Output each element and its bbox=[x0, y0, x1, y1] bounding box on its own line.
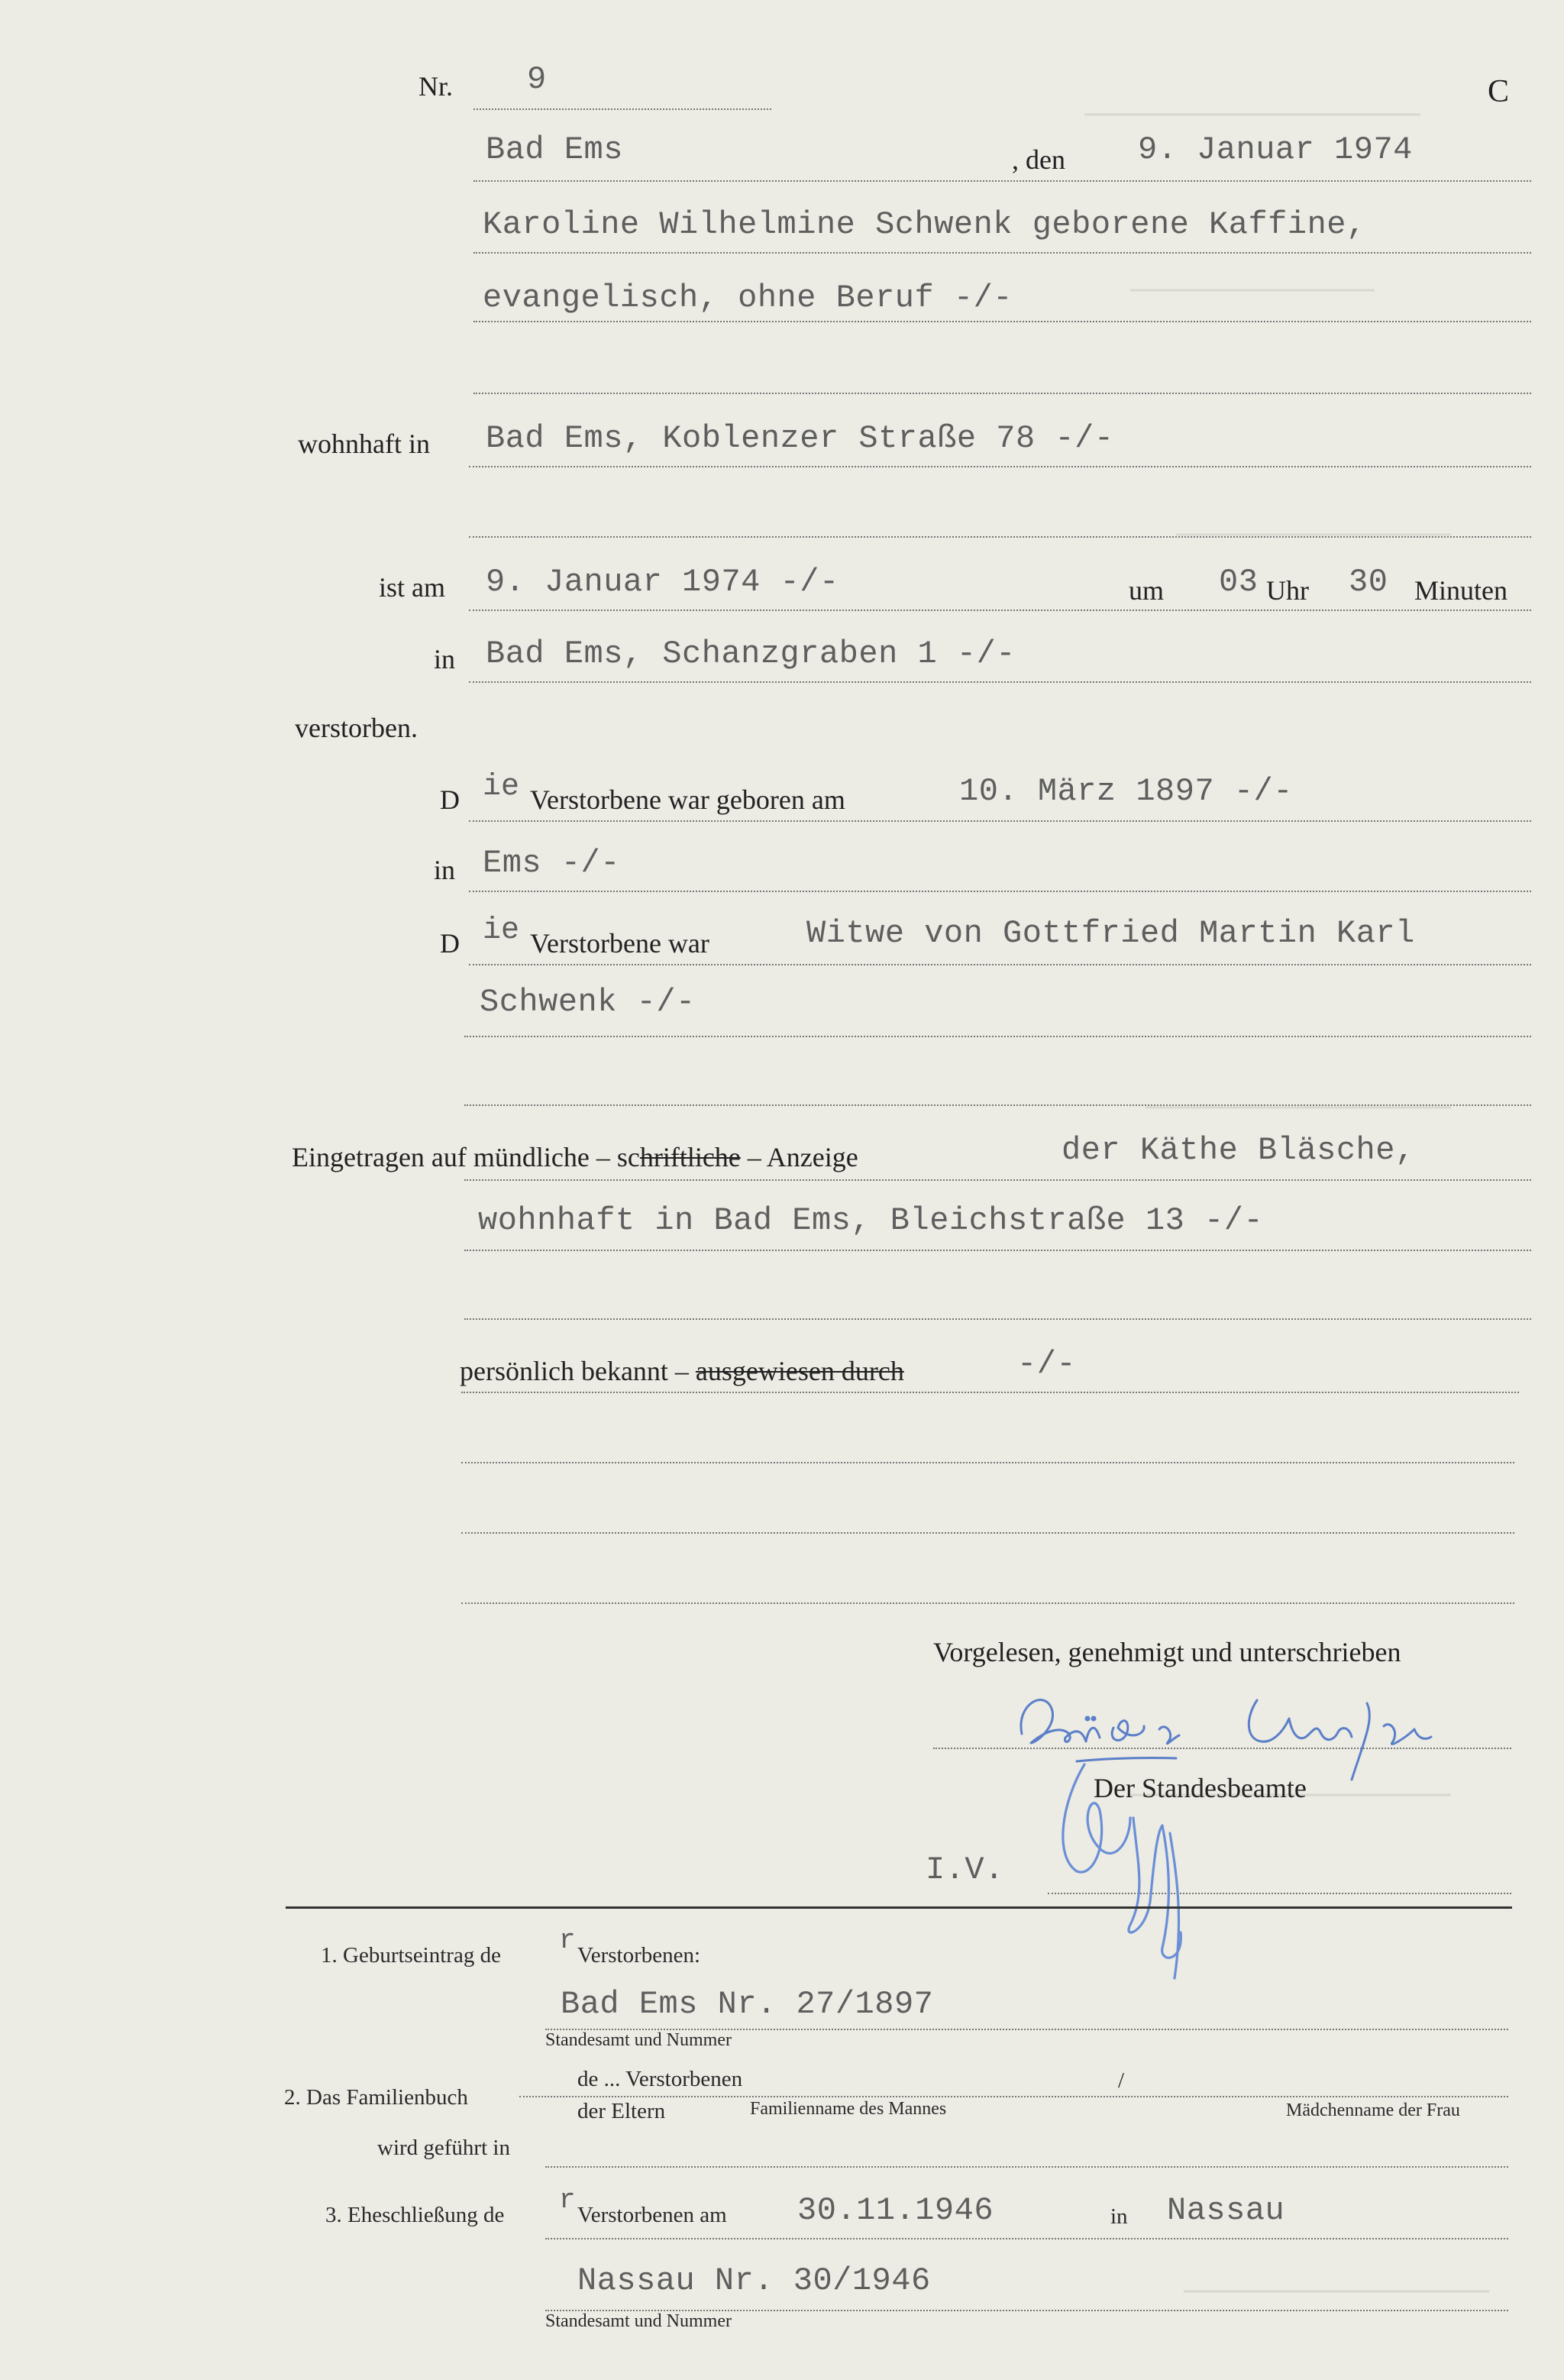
f2-line bbox=[519, 2096, 1508, 2097]
f2-opt2: der Eltern bbox=[577, 2099, 666, 2123]
den-label: , den bbox=[1012, 144, 1065, 175]
informant-address-line bbox=[464, 1250, 1531, 1251]
f1-label: 1. Geburtseintrag de bbox=[321, 1943, 501, 1968]
blank-line-6 bbox=[461, 1532, 1514, 1534]
f2-label: 2. Das Familienbuch bbox=[284, 2085, 468, 2110]
f1-caption: Standesamt und Nummer bbox=[545, 2030, 732, 2050]
informant-name: der Käthe Bläsche, bbox=[1062, 1132, 1415, 1169]
f3-value: Nassau Nr. 30/1946 bbox=[577, 2262, 931, 2299]
uhr-label: Uhr bbox=[1266, 575, 1309, 606]
name-line bbox=[473, 252, 1531, 254]
residence-label: wohnhaft in bbox=[298, 428, 430, 459]
marital-line-1: Witwe von Gottfried Martin Karl bbox=[806, 915, 1415, 952]
death-place-value: Bad Ems, Schanzgraben 1 -/- bbox=[486, 635, 1016, 672]
blank-line-4 bbox=[464, 1318, 1531, 1320]
marital-label: Verstorbene war bbox=[530, 928, 709, 959]
read-approved: Vorgelesen, genehmigt und unterschrieben bbox=[933, 1637, 1401, 1667]
blank-line-7 bbox=[461, 1602, 1514, 1604]
f3-caption: Standesamt und Nummer bbox=[545, 2311, 732, 2331]
birth-place: Ems -/- bbox=[483, 845, 620, 881]
registration-label-1: Eingetragen auf mündliche – sc bbox=[292, 1142, 640, 1172]
death-date-value: 9. Januar 1974 -/- bbox=[486, 564, 839, 600]
informant-signature bbox=[993, 1673, 1512, 1994]
blank-line-5 bbox=[461, 1462, 1514, 1463]
marital-prefix: D bbox=[440, 928, 460, 959]
birth-place-line bbox=[469, 891, 1531, 892]
blank-line-1 bbox=[473, 393, 1531, 394]
birth-line bbox=[469, 820, 1531, 822]
f2-slash: / bbox=[1118, 2068, 1125, 2093]
f2-opt1: de ... Verstorbenen bbox=[577, 2067, 743, 2091]
place-value: Bad Ems bbox=[486, 131, 623, 168]
f1-sup: r bbox=[559, 1925, 576, 1956]
f3-in: in bbox=[1110, 2204, 1128, 2229]
date-value: 9. Januar 1974 bbox=[1138, 131, 1413, 168]
death-date-line bbox=[469, 610, 1531, 611]
residence-line bbox=[469, 466, 1531, 467]
f3-line bbox=[545, 2238, 1508, 2239]
birth-date: 10. März 1897 -/- bbox=[959, 773, 1293, 810]
f1-label-end: Verstorbenen: bbox=[577, 1943, 701, 1968]
f2-cap-wife: Mädchenname der Frau bbox=[1286, 2100, 1460, 2120]
identity-text: persönlich bekannt – bbox=[460, 1356, 689, 1386]
f3-sup: r bbox=[559, 2184, 576, 2216]
blank-line-2 bbox=[469, 536, 1531, 538]
birth-typed-suffix: ie bbox=[483, 770, 520, 804]
residence-value: Bad Ems, Koblenzer Straße 78 -/- bbox=[486, 420, 1114, 457]
identity-struck: ausgewiesen durch bbox=[695, 1356, 904, 1386]
deceased-name: Karoline Wilhelmine Schwenk geborene Kaffine, bbox=[483, 206, 1366, 243]
nr-line bbox=[473, 108, 771, 110]
nr-label: Nr. bbox=[418, 71, 453, 102]
death-hour: 03 bbox=[1219, 564, 1259, 600]
registration-label-2: – Anzeige bbox=[747, 1142, 858, 1172]
register-letter: C bbox=[1488, 74, 1510, 109]
iv-label: I.V. bbox=[926, 1851, 1004, 1888]
um-label: um bbox=[1129, 575, 1165, 606]
registration-label-start bbox=[292, 1141, 858, 1173]
blank-line-3 bbox=[464, 1104, 1531, 1106]
identity-line bbox=[461, 1392, 1519, 1393]
death-minute: 30 bbox=[1349, 564, 1388, 600]
marital-line-2: Schwenk -/- bbox=[480, 984, 696, 1020]
birth-prefix: D bbox=[440, 784, 460, 815]
verstorben-label: verstorben. bbox=[295, 713, 418, 743]
death-place-line bbox=[469, 681, 1531, 683]
f2-kept: wird geführt in bbox=[377, 2136, 510, 2160]
religion-line bbox=[473, 321, 1531, 322]
f3-date: 30.11.1946 bbox=[797, 2192, 994, 2229]
f3-label-end: Verstorbenen am bbox=[577, 2203, 727, 2227]
informant-address: wohnhaft in Bad Ems, Bleichstraße 13 -/- bbox=[478, 1202, 1264, 1239]
place-line bbox=[473, 180, 1531, 182]
footnote-1-label bbox=[321, 1943, 501, 1968]
f3-label: 3. Eheschließung de bbox=[325, 2203, 505, 2227]
identity-value: -/- bbox=[1017, 1346, 1077, 1382]
f1-value: Bad Ems Nr. 27/1897 bbox=[561, 1986, 934, 2023]
death-place-label: in bbox=[434, 644, 456, 674]
marital-rule-2 bbox=[464, 1036, 1531, 1037]
section-divider bbox=[286, 1906, 1512, 1909]
informant-line bbox=[464, 1179, 1531, 1181]
f2-cap-husband: Familienname des Mannes bbox=[750, 2099, 947, 2119]
marital-rule-1 bbox=[469, 964, 1531, 965]
registrar-label: Der Standesbeamte bbox=[1094, 1773, 1307, 1803]
minuten-label: Minuten bbox=[1414, 575, 1507, 606]
f3-place: Nassau bbox=[1167, 2192, 1285, 2229]
religion-occupation: evangelisch, ohne Beruf -/- bbox=[483, 280, 1013, 316]
f2-kept-line bbox=[545, 2166, 1508, 2168]
nr-value: 9 bbox=[527, 61, 547, 98]
birth-label: Verstorbene war geboren am bbox=[530, 784, 845, 815]
marital-typed-suffix: ie bbox=[483, 914, 520, 948]
identity-label bbox=[460, 1355, 904, 1387]
birth-place-label: in bbox=[434, 855, 456, 885]
death-date-label: ist am bbox=[379, 572, 445, 603]
registration-struck: hriftliche bbox=[639, 1142, 741, 1172]
